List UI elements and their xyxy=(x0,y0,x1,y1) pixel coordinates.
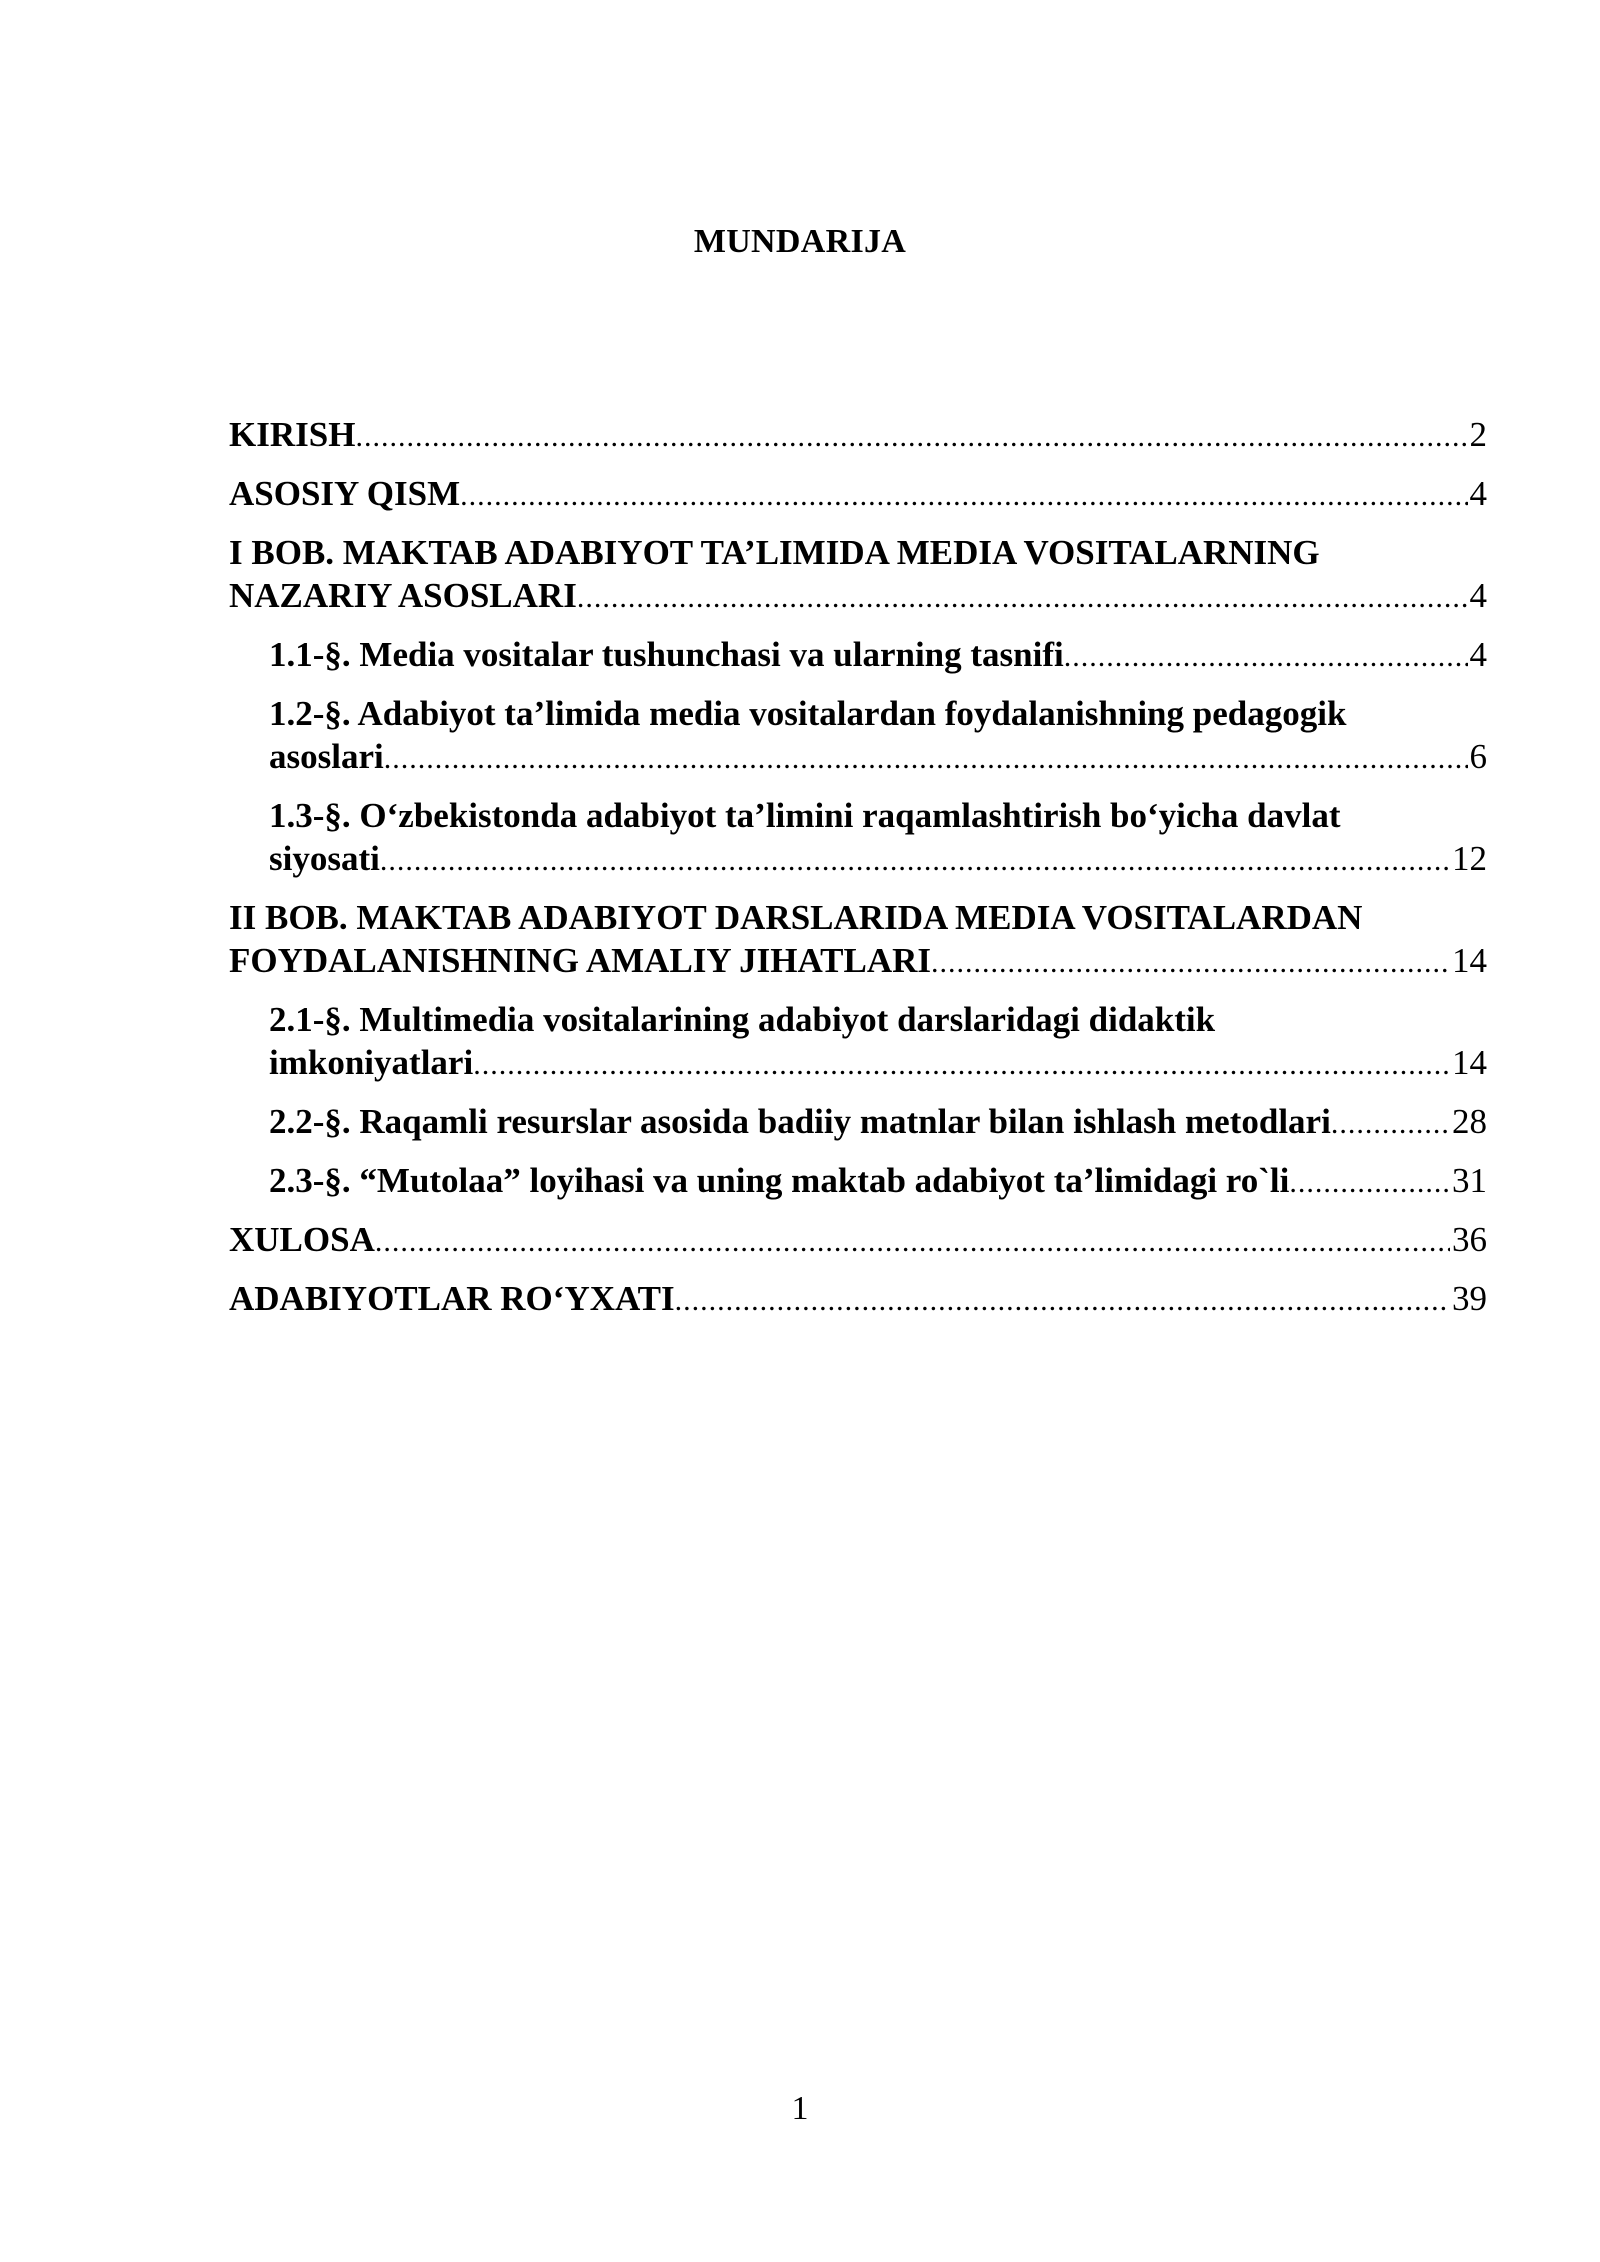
toc-page-number: 36 xyxy=(1452,1220,1487,1259)
toc-page-number: 2 xyxy=(1469,415,1487,454)
toc-entry-title: KIRISH xyxy=(229,415,356,454)
toc-entry[interactable] xyxy=(229,531,1487,619)
toc-entry[interactable] xyxy=(229,998,1487,1086)
toc-entry[interactable] xyxy=(229,896,1487,984)
toc-dot-leader xyxy=(375,1220,1450,1263)
toc-entry[interactable] xyxy=(229,1159,1487,1204)
toc-page-number: 14 xyxy=(1452,941,1487,980)
toc-entry-title: 2.3-§. “Mutolaa” loyihasi va uning maktab adabiyot ta’limidagi ro`li xyxy=(269,1161,1290,1200)
toc-entry[interactable] xyxy=(229,794,1487,882)
toc-dot-leader xyxy=(931,941,1450,984)
toc-dot-leader xyxy=(1064,635,1468,678)
toc-entry[interactable] xyxy=(229,1100,1487,1145)
toc-dot-leader xyxy=(1331,1102,1450,1145)
toc-entry-title-line: 2.1-§. Multimedia vositalarining adabiyot darslaridagi didaktik xyxy=(269,1000,1216,1039)
toc-dot-leader xyxy=(1289,1161,1450,1204)
toc-entry[interactable] xyxy=(229,1277,1487,1322)
toc-dot-leader xyxy=(675,1279,1450,1322)
toc-page-number: 12 xyxy=(1452,839,1487,878)
toc-entry-title: ADABIYOTLAR RO‘YXATI xyxy=(229,1279,675,1318)
toc-entry-title: NAZARIY ASOSLARI xyxy=(229,576,577,615)
toc-entry-title: 1.1-§. Media vositalar tushunchasi va ularning tasnifi xyxy=(269,635,1064,674)
toc-dot-leader xyxy=(355,415,1467,458)
toc-page-number: 4 xyxy=(1469,576,1487,615)
toc-dot-leader xyxy=(380,839,1450,882)
toc-entry-title: asoslari xyxy=(269,737,384,776)
page-number: 1 xyxy=(791,2090,809,2127)
toc-entry-title: ASOSIY QISM xyxy=(229,474,461,513)
toc-page-number: 31 xyxy=(1452,1161,1487,1200)
toc-entry-title-line: II BOB. MAKTAB ADABIYOT DARSLARIDA MEDIA VOSITALARDAN xyxy=(229,898,1363,937)
toc-entry[interactable] xyxy=(229,413,1487,458)
toc-entry-title: imkoniyatlari xyxy=(269,1043,474,1082)
toc-dot-leader xyxy=(577,576,1468,619)
toc-entry-title: XULOSA xyxy=(229,1220,375,1259)
toc-page-number: 6 xyxy=(1469,737,1487,776)
toc-entry[interactable] xyxy=(229,692,1487,780)
toc-entry-title: FOYDALANISHNING AMALIY JIHATLARI xyxy=(229,941,932,980)
toc-entry-title-line: 1.2-§. Adabiyot ta’limida media vositalardan foydalanishning pedagogik xyxy=(269,694,1347,733)
toc-page-number: 4 xyxy=(1469,474,1487,513)
toc-entry[interactable] xyxy=(229,1218,1487,1263)
toc-entry-title-line: 1.3-§. O‘zbekistonda adabiyot ta’limini raqamlashtirish bo‘yicha davlat xyxy=(269,796,1341,835)
toc-entry[interactable] xyxy=(229,633,1487,678)
toc-dot-leader xyxy=(460,474,1467,517)
toc-page-number: 14 xyxy=(1452,1043,1487,1082)
toc-entry-title-line: I BOB. MAKTAB ADABIYOT TA’LIMIDA MEDIA VOSITALARNING xyxy=(229,533,1320,572)
toc-entry-title: 2.2-§. Raqamli resurslar asosida badiiy matnlar bilan ishlash metodlari xyxy=(269,1102,1331,1141)
toc-entry-title: siyosati xyxy=(269,839,380,878)
table-of-contents xyxy=(229,413,1487,1336)
toc-entry[interactable] xyxy=(229,472,1487,517)
page-title: MUNDARIJA xyxy=(693,223,907,260)
toc-dot-leader xyxy=(473,1043,1450,1086)
toc-page-number: 4 xyxy=(1469,635,1487,674)
toc-dot-leader xyxy=(384,737,1468,780)
toc-page-number: 39 xyxy=(1452,1279,1487,1318)
toc-page-number: 28 xyxy=(1452,1102,1487,1141)
